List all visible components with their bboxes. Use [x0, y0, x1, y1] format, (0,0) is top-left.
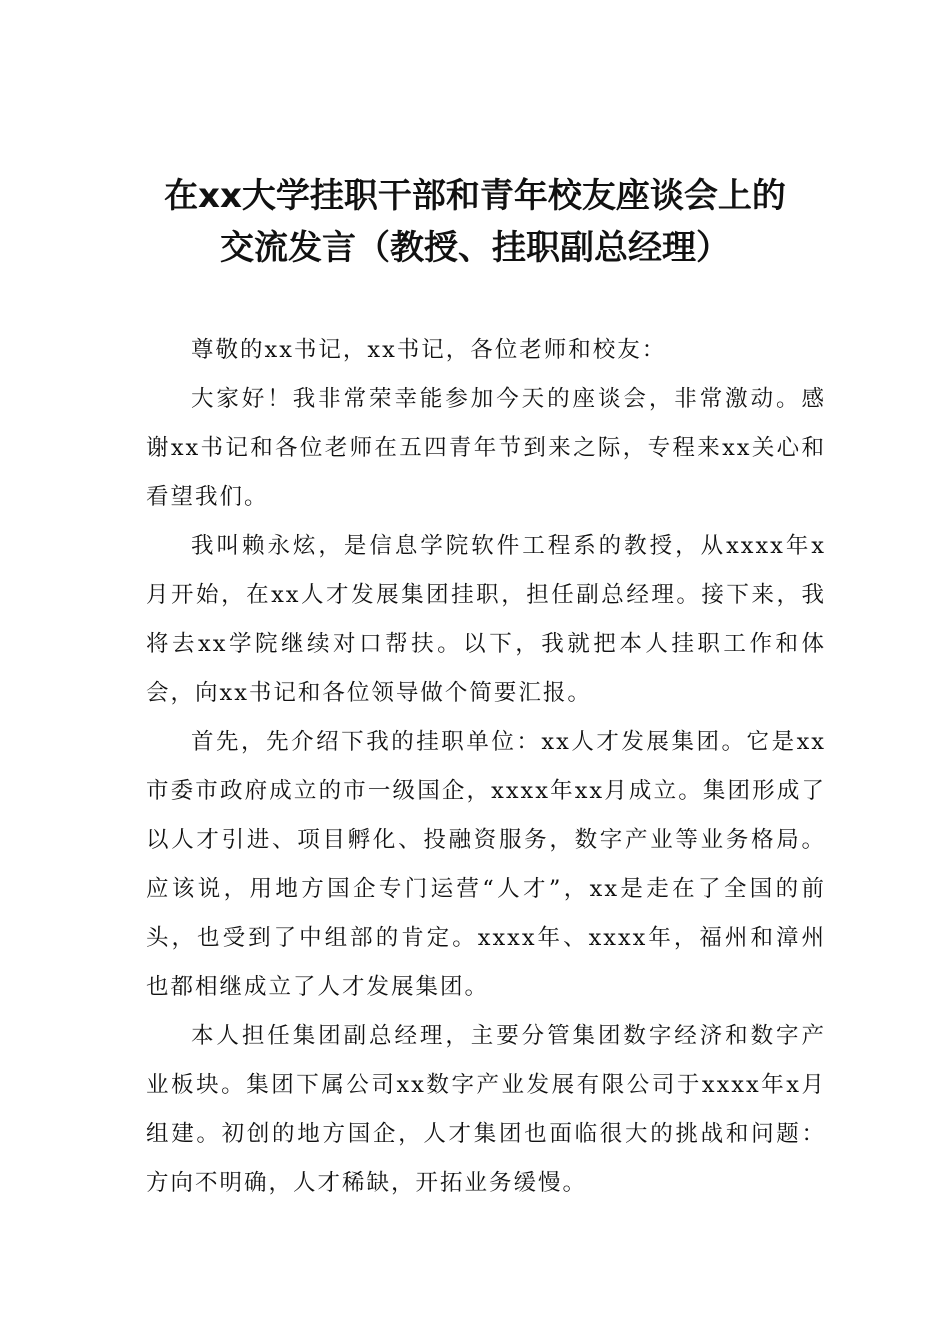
document-title — [120, 170, 830, 274]
document-body — [146, 326, 826, 1208]
paragraph-1: 大家好！我非常荣幸能参加今天的座谈会，非常激动。感谢xx书记和各位老师在五四青年节到来之际，专程来xx关心和看望我们。 — [146, 386, 826, 510]
paragraph-4: 本人担任集团副总经理，主要分管集团数字经济和数字产业板块。集团下属公司xx数字产业发展有限公司于xxxx年x月组建。初创的地方国企，人才集团也面临很大的挑战和问题：方向不明确，人才稀缺，开拓业务缓慢。 — [146, 1023, 826, 1196]
paragraph-3: 首先，先介绍下我的挂职单位：xx人才发展集团。它是xx市委市政府成立的市一级国企，xxxx年xx月成立。集团形成了以人才引进、项目孵化、投融资服务，数字产业等业务格局。应该说，用地方国企专门运营“人才”，xx是走在了全国的前头，也受到了中组部的肯定。xxxx年、xxxx年，福州和漳州也都相继成立了人才发展集团。 — [146, 729, 826, 1000]
title-line-2: 交流发言（教授、挂职副总经理） — [220, 228, 730, 268]
title-line-1: 在xx大学挂职干部和青年校友座谈会上的 — [164, 176, 786, 216]
paragraph-2: 我叫赖永炫，是信息学院软件工程系的教授，从xxxx年x月开始，在xx人才发展集团挂职，担任副总经理。接下来，我将去xx学院继续对口帮扶。以下，我就把本人挂职工作和体会，向xx书记和各位领导做个简要汇报。 — [146, 533, 826, 706]
salutation: 尊敬的xx书记，xx书记，各位老师和校友： — [191, 337, 667, 363]
